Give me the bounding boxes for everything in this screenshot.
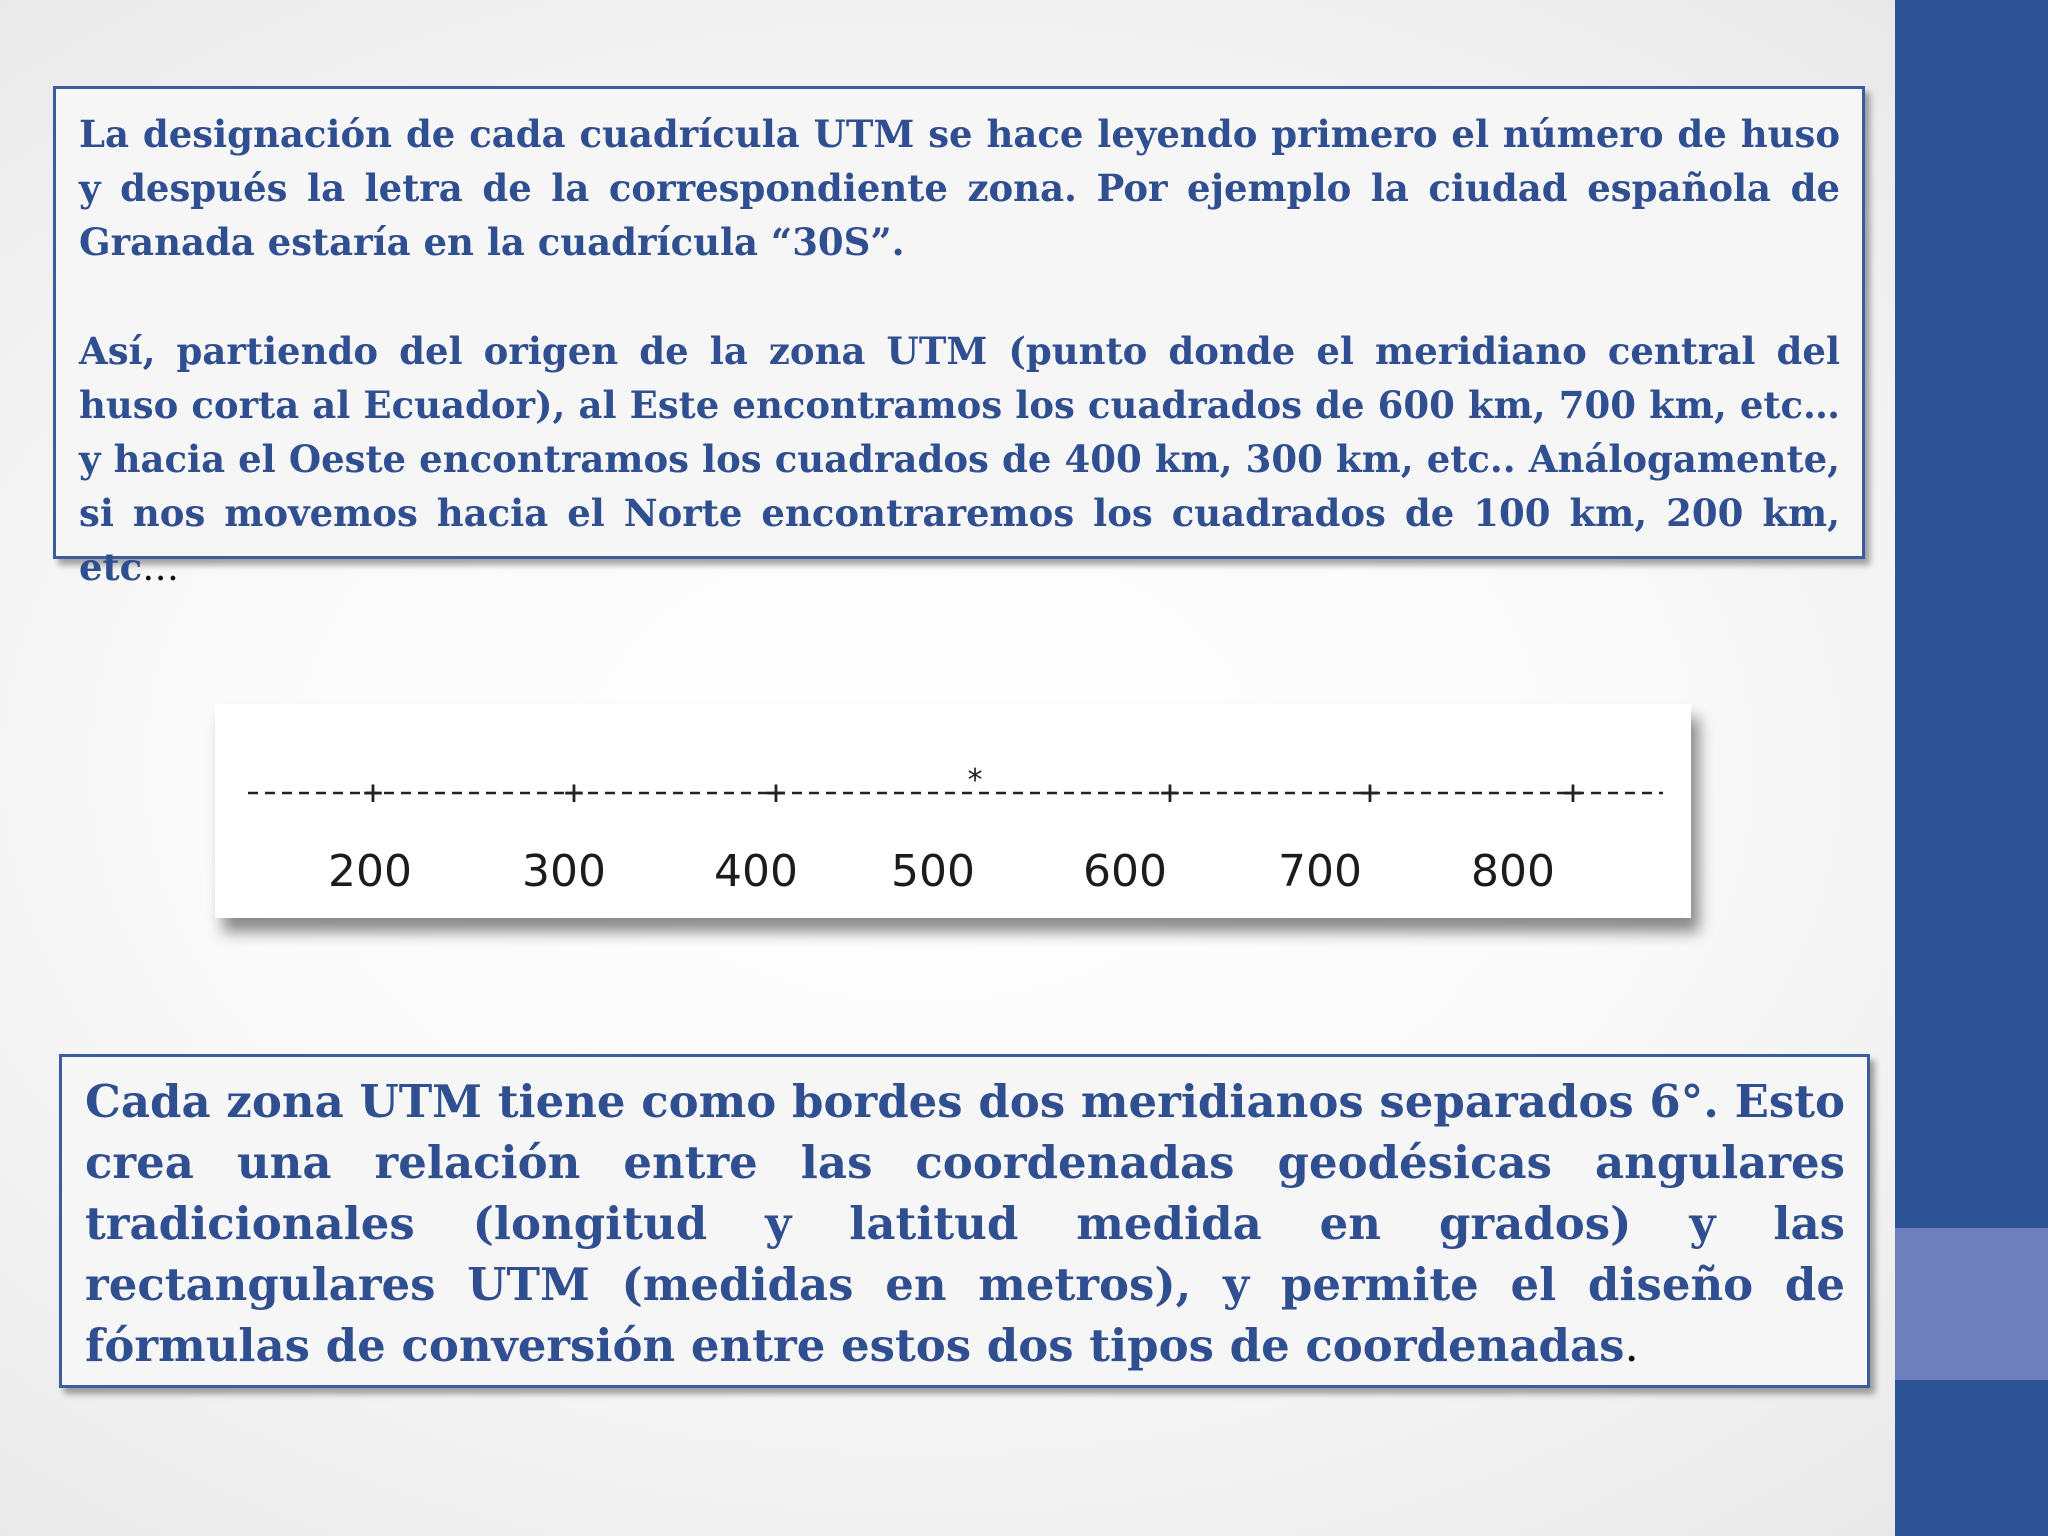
scale-label: 600 <box>1083 846 1167 897</box>
scale-label: 500 <box>891 846 975 897</box>
utm-zone-borders-textbox <box>59 1054 1870 1388</box>
zone-borders-text: Cada zona UTM tiene como bordes dos meridianos separados 6°. Esto crea una relación entre las coordenadas geodésicas angulares tradicionales (longitud y latitud medida en grados) y las rectangulares UTM (medidas en metros), y permite el diseño de fórmulas de conversión entre estos dos tipos de coordenadas <box>85 1075 1845 1372</box>
scale-tick-mark: + <box>563 773 585 813</box>
scale-label: 800 <box>1471 846 1555 897</box>
origin-paragraph <box>79 324 1840 595</box>
scale-tick-mark: + <box>1562 773 1584 813</box>
utm-designation-textbox <box>53 86 1865 589</box>
zone-borders-paragraph <box>85 1071 1845 1376</box>
scale-label: 700 <box>1278 846 1362 897</box>
scale-tick-mark: + <box>1359 773 1381 813</box>
scale-label: 300 <box>522 846 606 897</box>
scale-label: 200 <box>328 846 412 897</box>
zone-borders-period: . <box>1624 1319 1639 1372</box>
scale-origin-marker: * <box>965 763 985 798</box>
scale-tick-mark: + <box>765 773 787 813</box>
origin-paragraph-text: Así, partiendo del origen de la zona UTM (punto donde el meridiano central del huso corta al Ecuador), al Este encontramos los cuadrados de 600 km, 700 km, etc… y hacia el Oeste encontramos los cuadrados de 400 km, 300 km, etc.. Análogamente, si nos movemos hacia el Norte encontraremos los cuadrados de 100 km, 200 km, etc <box>79 329 1840 589</box>
utm-scale-figure <box>215 704 1691 918</box>
scale-label: 400 <box>714 846 798 897</box>
sidebar-accent-block <box>1895 1228 2048 1380</box>
origin-paragraph-ellipsis: … <box>142 546 180 589</box>
scale-tick-mark: + <box>1159 773 1181 813</box>
designation-paragraph: La designación de cada cuadrícula UTM se hace leyendo primero el número de huso y después la letra de la correspondiente zona. Por ejemplo la ciudad española de Granada estaría en la cuadrícula “30S”. <box>79 112 1840 264</box>
scale-tick-mark: + <box>362 773 384 813</box>
utm-scale-svg <box>215 704 1691 918</box>
